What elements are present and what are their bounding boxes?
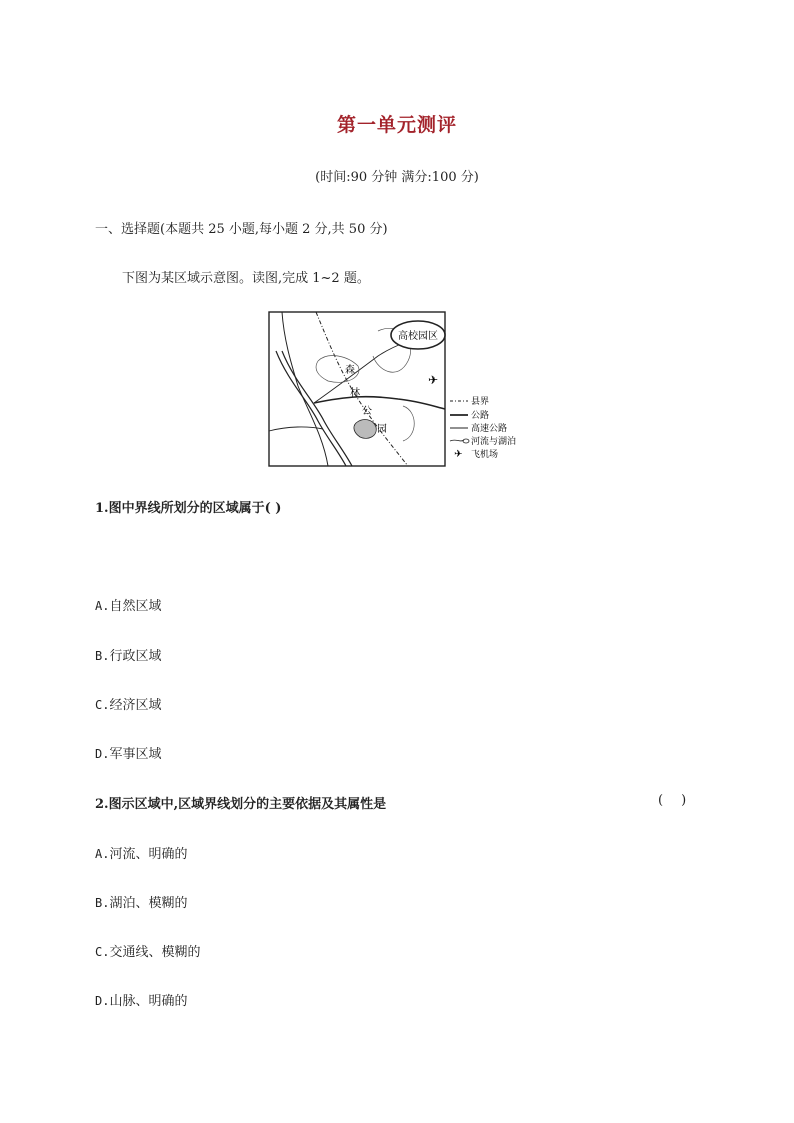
highway (314, 397, 445, 409)
legend-airport-icon: ✈ (454, 449, 463, 460)
question-1-number: 1. (95, 501, 109, 516)
campus-label: 高校园区 (398, 331, 438, 342)
question-2 (95, 793, 386, 812)
legend-expressway: 高速公路 (471, 424, 508, 434)
river (276, 351, 346, 466)
region-map (268, 311, 528, 469)
legend-highway: 公路 (471, 411, 490, 421)
question-1 (95, 497, 281, 516)
airport-icon: ✈ (428, 373, 439, 387)
q2-option-c[interactable]: C.交通线、模糊的 (95, 945, 201, 960)
q1-option-a[interactable]: A.自然区域 (95, 599, 162, 614)
question-1-stem: 图中界线所划分的区域属于( ) (108, 501, 282, 516)
park-label-1: 公 (362, 406, 372, 417)
q2-option-a[interactable]: A.河流、明确的 (95, 847, 188, 862)
q1-option-d[interactable]: D.军事区域 (95, 747, 162, 762)
intro-text: 下图为某区域示意图。读图,完成 1~2 题。 (122, 271, 370, 286)
park-label-2: 园 (377, 424, 387, 435)
q1-option-c[interactable]: C.经济区域 (95, 698, 162, 713)
legend-county-boundary: 县界 (471, 397, 490, 407)
question-2-stem: 图示区域中,区域界线划分的主要依据及其属性是 (108, 797, 387, 812)
forest-label-1: 森 (345, 365, 355, 376)
expressway (282, 312, 328, 466)
question-2-answer-paren: () (658, 793, 705, 808)
q2-option-d[interactable]: D.山脉、明确的 (95, 994, 188, 1009)
question-2-number: 2. (95, 797, 109, 812)
map-legend (450, 396, 516, 460)
legend-river-lake: 河流与湖泊 (471, 437, 517, 447)
exam-info: (时间:90 分钟 满分:100 分) (315, 170, 479, 185)
q1-option-b[interactable]: B.行政区域 (95, 649, 162, 664)
q2-option-b[interactable]: B.湖泊、模糊的 (95, 896, 188, 911)
section-heading: 一、选择题(本题共 25 小题,每小题 2 分,共 50 分) (95, 222, 388, 237)
page-title: 第一单元测评 (336, 114, 457, 136)
forest-label-2: 林 (350, 388, 360, 399)
lake (354, 420, 376, 439)
legend-airport: 飞机场 (471, 450, 499, 460)
